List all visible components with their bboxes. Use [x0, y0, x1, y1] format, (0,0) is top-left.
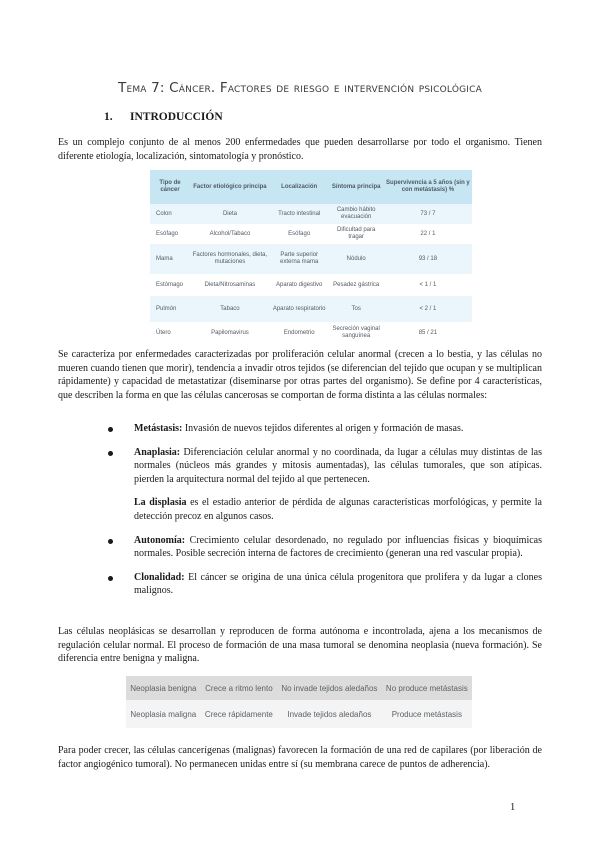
table-row — [150, 296, 472, 322]
table-cell: Colon — [150, 204, 190, 224]
list-text: Crecimiento celular desordenado, no regulado por influencias físicas y bioquímicas normales. Posible secreción interna de factores de crecimiento (generan una red vascular propia). — [134, 534, 542, 560]
table-cell: Aparato digestivo — [270, 274, 329, 296]
table-cell: Alcohol/Tabaco — [190, 224, 270, 244]
section-number: 1. — [104, 111, 113, 123]
list-text: Invasión de nuevos tejidos diferentes al origen y formación de masas. — [182, 423, 464, 434]
table-cell: Estómago — [150, 274, 190, 296]
table-cell: Nódulo — [329, 244, 384, 274]
list-term: Clonalidad: — [134, 571, 185, 583]
list-item — [108, 446, 542, 487]
table-header-row — [150, 170, 472, 204]
table-cell: Invade tejidos aledaños — [277, 700, 382, 728]
bullet-icon — [108, 576, 113, 581]
table-row — [150, 204, 472, 224]
table-cell: Papilomavirus — [190, 322, 270, 344]
table-cell: Tos — [329, 296, 384, 322]
page-number: 1 — [510, 802, 516, 813]
table-header: Localización — [270, 170, 329, 204]
table-row — [126, 676, 472, 700]
table-cell: Dieta/Nitrosaminas — [190, 274, 270, 296]
table-cell: Pesadez gástrica — [329, 274, 384, 296]
table-cell: Endometrio — [270, 322, 329, 344]
table-cell: Secreción vaginal sanguínea — [329, 322, 384, 344]
list-term: Metástasis: — [134, 423, 183, 434]
bullet-icon — [108, 539, 113, 544]
table-cell: No invade tejidos aledaños — [277, 676, 382, 700]
table-cell: Crece rápidamente — [201, 700, 277, 728]
table-cell: Tracto intestinal — [270, 204, 329, 224]
list-term: Anaplasia: — [134, 446, 181, 458]
capillaries-paragraph: Para poder crecer, las células cancerígenas (malignas) favorecen la formación de una red de capilares (por liberación de factor angiogénico tumoral). No permanecen unidas entre sí (su membrana carece de puntos de adherencia). — [58, 745, 542, 770]
table-cell: Factores hormonales, dieta, mutaciones — [190, 244, 270, 274]
table-header: Tipo de cáncer — [150, 170, 190, 204]
table-cell: 22 / 1 — [384, 224, 472, 244]
table-cell: < 1 / 1 — [384, 274, 472, 296]
table-header: Factor etiológico principa — [190, 170, 270, 204]
intro-paragraph: Es un complejo conjunto de al menos 200 enfermedades que pueden desarrollarse por todo el organismo. Tienen diferente etiología, localización, sintomatología y pronóstico. — [58, 137, 542, 162]
page-title: Tema 7: Cáncer. Factores de riesgo e intervención psicológica — [118, 80, 482, 96]
table-row — [126, 700, 472, 728]
table-cell: Aparato respiratorio — [270, 296, 329, 322]
characteristics-paragraph: Se caracteriza por enfermedades caracterizadas por proliferación celular anormal (crecen a lo bestia, y las células no mueren cuando tienen que morir), tendencia a invadir otros tejidos (se diferencian del tejido que ocupan y se multiplican rápidamente) y capacidad de metastatizar (diseminarse por otras partes del organismo). Se define por 4 características, que describen la forma en que las células cancerosas se comportan de forma distinta a las células normales: — [58, 349, 542, 401]
section-heading — [104, 111, 223, 123]
bullet-icon — [108, 451, 113, 456]
table-cell: Esófago — [150, 224, 190, 244]
cancer-types-table — [150, 170, 472, 344]
list-item — [108, 534, 542, 561]
bullet-icon — [108, 427, 113, 432]
list-term: Autonomía: — [134, 534, 186, 546]
table-row — [150, 274, 472, 296]
table-cell: 73 / 7 — [384, 204, 472, 224]
table-cell: Neoplasia maligna — [126, 700, 201, 728]
displasia-note — [108, 496, 542, 523]
list-item — [108, 422, 542, 436]
table-cell: 93 / 18 — [384, 244, 472, 274]
section-title: INTRODUCCIÓN — [130, 111, 223, 123]
table-cell: < 2 / 1 — [384, 296, 472, 322]
table-header: Síntoma principa — [329, 170, 384, 204]
table-cell: Mama — [150, 244, 190, 274]
table-row — [150, 244, 472, 274]
neoplasia-table — [126, 676, 472, 728]
table-cell: Tabaco — [190, 296, 270, 322]
neoplasia-paragraph: Las células neoplásicas se desarrollan y reproducen de forma autónoma e incontrolada, ajena a los mecanismos de regulación celular normal. El proceso de formación de una masa tumoral se denomina neoplasia (nueva formación). Se diferencia entre benigna y maligna. — [58, 626, 542, 665]
table-cell: Pulmón — [150, 296, 190, 322]
table-row — [150, 322, 472, 344]
list-text: Diferenciación celular anormal y no coordinada, da lugar a células muy distintas de las normales (núcleos más grandes y mitosis aumentadas), las células tumorales, que son atípicas. pierden la arquitectura normal del tejido al que pertenecen. — [134, 446, 542, 485]
table-cell: Dieta — [190, 204, 270, 224]
table-cell: 85 / 21 — [384, 322, 472, 344]
table-cell: Útero — [150, 322, 190, 344]
table-cell: Produce metástasis — [382, 700, 472, 728]
table-cell: Crece a ritmo lento — [201, 676, 277, 700]
list-text: El cáncer se origina de una única célula progenitora que prolifera y da lugar a clones malignos. — [134, 571, 542, 597]
table-cell: Cambio hábito evacuación — [329, 204, 384, 224]
displasia-term: La displasia — [134, 497, 187, 509]
displasia-text: es el estadio anterior de pérdida de algunas características morfológicas, y permite la detección precoz en algunos casos. — [134, 497, 542, 522]
table-cell: Dificultad para tragar — [329, 224, 384, 244]
list-item — [108, 571, 542, 598]
table-row — [150, 224, 472, 244]
table-cell: No produce metástasis — [382, 676, 472, 700]
table-cell: Esófago — [270, 224, 329, 244]
table-cell: Parte superior externa mama — [270, 244, 329, 274]
table-cell: Neoplasia benigna — [126, 676, 201, 700]
characteristics-list — [108, 422, 542, 598]
table-header: Supervivencia a 5 años (sin y con metástasis) % — [384, 170, 472, 204]
